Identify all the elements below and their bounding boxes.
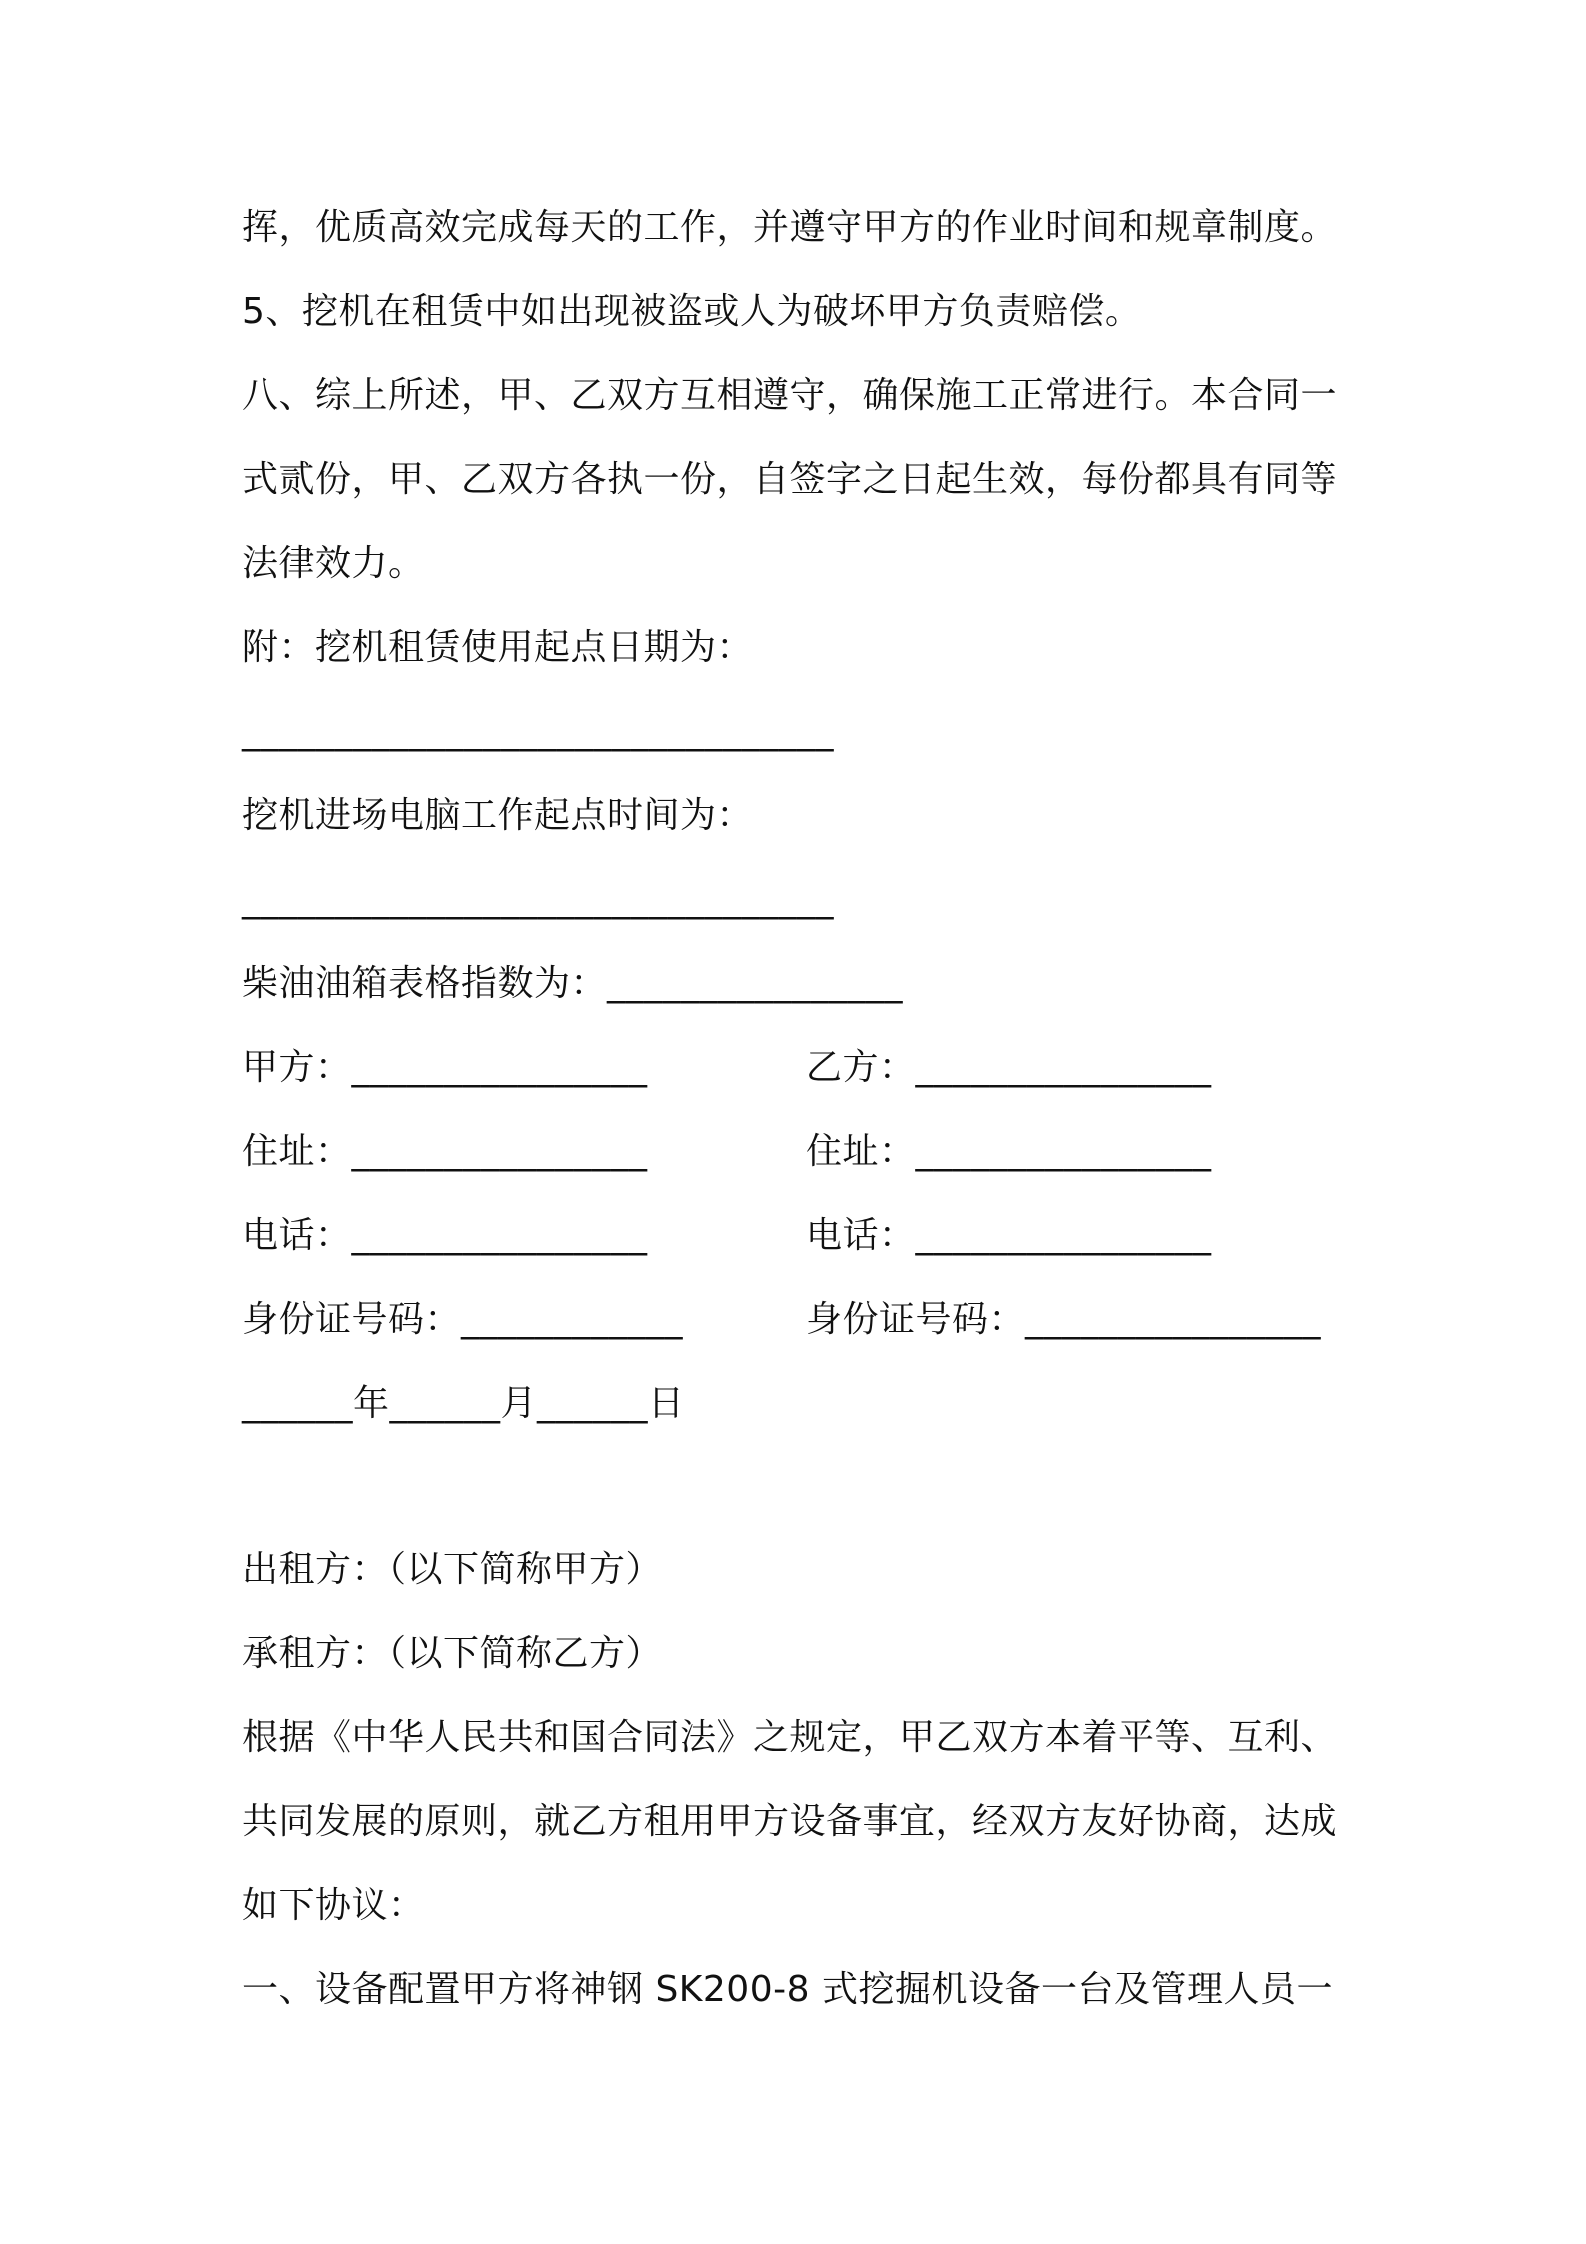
blank-fill-line: ________________________________ xyxy=(242,711,834,752)
address-b-field: 住址：________________ xyxy=(806,1131,1212,1172)
intro-line: 共同发展的原则，就乙方租用甲方设备事宜，经双方友好协商，达成 xyxy=(242,1801,1338,1842)
clause-one-line: 一、设备配置甲方将神钢 SK200-8 式挖掘机设备一台及管理人员一 xyxy=(242,1969,1333,2010)
address-a-field: 住址：________________ xyxy=(242,1131,648,1172)
lessor-line: 出租方：（以下简称甲方） xyxy=(242,1549,663,1590)
lessee-line: 承租方：（以下简称乙方） xyxy=(242,1633,663,1674)
signature-row-phone xyxy=(242,1214,1212,1258)
party-a-field: 甲方：________________ xyxy=(242,1047,648,1088)
blank-fill-line: ________________________________ xyxy=(242,879,834,920)
phone-a-field: 电话：________________ xyxy=(242,1215,648,1256)
id-a-field: 身份证号码：____________ xyxy=(242,1299,684,1340)
paragraph-line: 式贰份，甲、乙双方各执一份，自签字之日起生效，每份都具有同等 xyxy=(242,459,1338,500)
id-b-field: 身份证号码：________________ xyxy=(806,1299,1322,1340)
paragraph-line: 挥，优质高效完成每天的工作，并遵守甲方的作业时间和规章制度。 xyxy=(242,207,1338,248)
intro-line: 如下协议： xyxy=(242,1885,425,1926)
intro-line: 根据《中华人民共和国合同法》之规定，甲乙双方本着平等、互利、 xyxy=(242,1717,1338,1758)
fuel-index-line: 柴油油箱表格指数为：________________ xyxy=(242,963,904,1004)
signature-date-line: ______年______月______日 xyxy=(242,1383,685,1424)
appendix-start-date-label: 附：挖机租赁使用起点日期为： xyxy=(242,627,754,668)
signature-row-address xyxy=(242,1130,1212,1174)
party-b-field: 乙方：________________ xyxy=(806,1047,1212,1088)
appendix-start-time-label: 挖机进场电脑工作起点时间为： xyxy=(242,795,754,836)
paragraph-line: 八、综上所述，甲、乙双方互相遵守，确保施工正常进行。本合同一 xyxy=(242,375,1338,416)
phone-b-field: 电话：________________ xyxy=(806,1215,1212,1256)
signature-row-id xyxy=(242,1298,1322,1342)
paragraph-line: 法律效力。 xyxy=(242,543,425,584)
paragraph-line: 5、挖机在租赁中如出现被盗或人为破坏甲方负责赔偿。 xyxy=(242,291,1142,332)
signature-row-party xyxy=(242,1046,1212,1090)
